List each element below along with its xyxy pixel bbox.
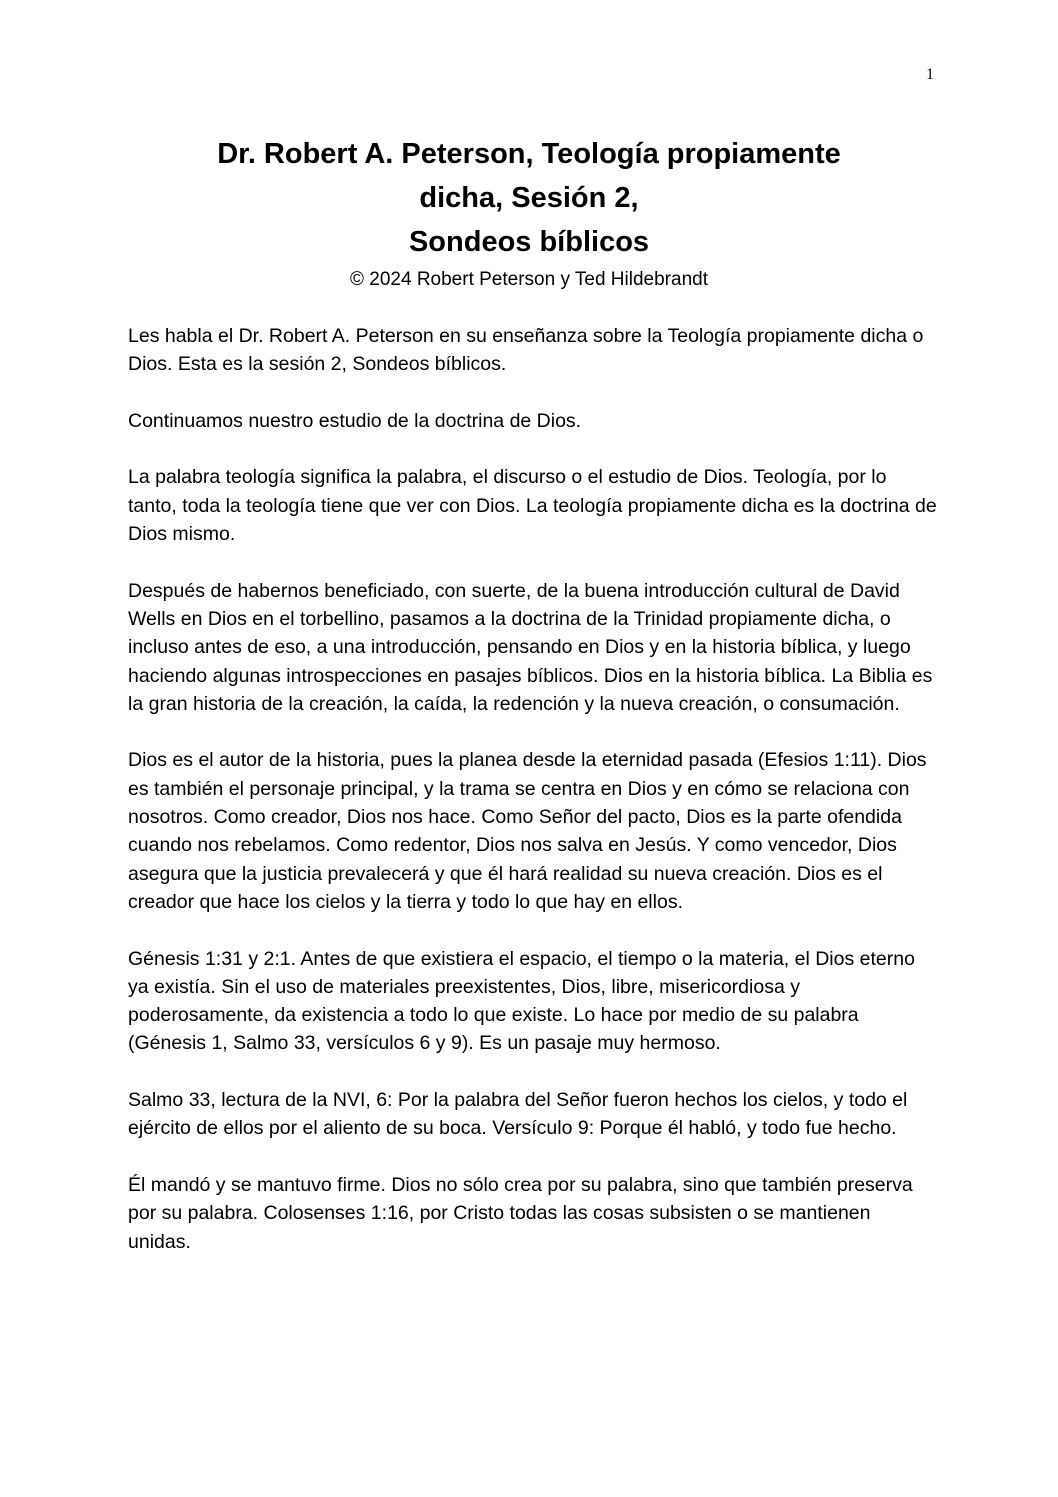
document-title-line-1: Dr. Robert A. Peterson, Teología propiamente bbox=[217, 138, 841, 170]
paragraph-6: Génesis 1:31 y 2:1. Antes de que existiera el espacio, el tiempo o la materia, el Dios eterno ya existía. Sin el uso de materiales preexistentes, Dios, libre, misericordiosa y poderosamente, da existencia a todo lo que existe. Lo hace por medio de su palabra (Génesis 1, Salmo 33, versículos 6 y 9). Es un pasaje muy hermoso. bbox=[128, 947, 915, 1055]
document-title-line-2: dicha, Sesión 2, bbox=[419, 182, 639, 214]
document-body bbox=[128, 322, 938, 1284]
paragraph-4: Después de habernos beneficiado, con suerte, de la buena introducción cultural de David Wells en Dios en el torbellino, pasamos a la doctrina de la Trinidad propiamente dicha, o incluso antes de eso, a una introducción, pensando en Dios y en la historia bíblica, y luego haciendo algunas introspecciones en pasajes bíblicos. Dios en la historia bíblica. La Biblia es la gran historia de la creación, la caída, la redención y la nueva creación, o consumación. bbox=[128, 579, 933, 715]
title-block bbox=[128, 132, 930, 294]
paragraph-2: Continuamos nuestro estudio de la doctrina de Dios. bbox=[128, 409, 582, 432]
paragraph-8: Él mandó y se mantuvo firme. Dios no sólo crea por su palabra, sino que también preserva por su palabra. Colosenses 1:16, por Cristo todas las cosas subsisten o se mantienen unidas. bbox=[128, 1173, 913, 1253]
paragraph-3: La palabra teología significa la palabra, el discurso o el estudio de Dios. Teología, por lo tanto, toda la teología tiene que ver con Dios. La teología propiamente dicha es la doctrina de Dios mismo. bbox=[128, 466, 937, 546]
page-number: 1 bbox=[926, 66, 934, 83]
paragraph-7: Salmo 33, lectura de la NVI, 6: Por la palabra del Señor fueron hechos los cielos, y todo el ejército de ellos por el aliento de su boca. Versículo 9: Porque él habló, y todo fue hecho. bbox=[128, 1089, 908, 1140]
paragraph-1: Les habla el Dr. Robert A. Peterson en su enseñanza sobre la Teología propiamente dicha o Dios. Esta es la sesión 2, Sondeos bíblicos. bbox=[128, 325, 924, 376]
document-title-line-3: Sondeos bíblicos bbox=[408, 226, 650, 258]
copyright-notice: © 2024 Robert Peterson y Ted Hildebrandt bbox=[350, 269, 708, 290]
paragraph-5: Dios es el autor de la historia, pues la planea desde la eternidad pasada (Efesios 1:11). Dios es también el personaje principal, y la trama se centra en Dios y en cómo se relaciona con nosotros. Como creador, Dios nos hace. Como Señor del pacto, Dios es la parte ofendida cuando nos rebelamos. Como redentor, Dios nos salva en Jesús. Y como vencedor, Dios asegura que la justicia prevalecerá y que él hará realidad su nueva creación. Dios es el creador que hace los cielos y la tierra y todo lo que hay en ellos. bbox=[128, 749, 927, 913]
